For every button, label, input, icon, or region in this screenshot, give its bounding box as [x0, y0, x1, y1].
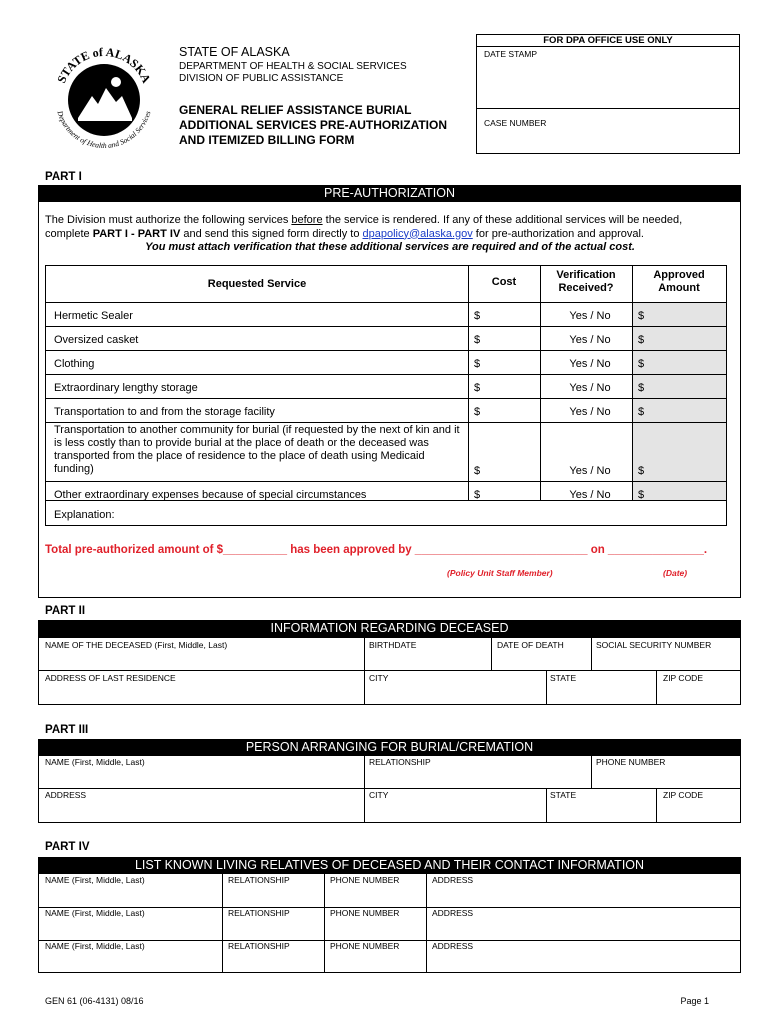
- services-table: Requested Service Cost Verification Received? Approved Amount Hermetic Sealer $ Yes / No $ Oversized casket $ Yes / No $ Clothing $ Yes / No $ Extraordinary lengthy storage $ Yes / No $ Transportation to and from the storage facility $ Yes / No $ Transportation to another community for burial (if requested by the next of kin and it is less costly than to provide burial at the place of death or the deceased was transported from the place of residence to the place of death using Medicaid funding) $ Yes / No $ Other extraordinary expenses because of special circumstances $ Yes / No $ Explanation:: [45, 265, 727, 526]
- division-name: DIVISION OF PUBLIC ASSISTANCE: [179, 73, 344, 84]
- relative-relationship-field[interactable]: RELATIONSHIP: [228, 941, 290, 951]
- relative-address-field[interactable]: ADDRESS: [432, 941, 474, 951]
- case-number-field[interactable]: CASE NUMBER: [484, 118, 547, 128]
- deceased-info-bar: INFORMATION REGARDING DECEASED: [38, 620, 741, 637]
- total-authorized-line[interactable]: Total pre-authorized amount of $__________ has been approved by ___________________________ on _______________.: [45, 544, 708, 556]
- relative-phone-field[interactable]: PHONE NUMBER: [330, 908, 400, 918]
- form-id: GEN 61 (06-4131) 08/16: [45, 996, 144, 1006]
- department-name: DEPARTMENT OF HEALTH & SOCIAL SERVICES: [179, 61, 407, 72]
- pre-authorization-bar: PRE-AUTHORIZATION: [38, 185, 741, 202]
- part-4-label: PART IV: [45, 841, 90, 853]
- deceased-info-grid: [38, 637, 741, 705]
- date-caption: (Date): [663, 568, 688, 578]
- arranger-relationship-field[interactable]: RELATIONSHIP: [369, 757, 431, 767]
- office-use-box: [476, 34, 740, 154]
- part-2-label: PART II: [45, 605, 86, 617]
- arranging-person-bar: PERSON ARRANGING FOR BURIAL/CREMATION: [38, 739, 741, 756]
- arranger-name-field[interactable]: NAME (First, Middle, Last): [45, 757, 145, 767]
- relative-relationship-field[interactable]: RELATIONSHIP: [228, 875, 290, 885]
- state-name: STATE OF ALASKA: [179, 45, 290, 59]
- relatives-grid: [38, 873, 741, 973]
- birthdate-field[interactable]: BIRTHDATE: [369, 640, 417, 650]
- arranger-city-field[interactable]: CITY: [369, 790, 389, 800]
- seal-top-text: STATE of ALASKA: [54, 44, 154, 86]
- relatives-bar: LIST KNOWN LIVING RELATIVES OF DECEASED AND THEIR CONTACT INFORMATION: [38, 857, 741, 874]
- col-verification: Verification Received?: [556, 269, 616, 294]
- state-seal: [48, 38, 160, 158]
- last-residence-field[interactable]: ADDRESS OF LAST RESIDENCE: [45, 673, 176, 683]
- relative-name-field[interactable]: NAME (First, Middle, Last): [45, 941, 145, 951]
- form-title-line-1: GENERAL RELIEF ASSISTANCE BURIAL: [179, 103, 412, 117]
- email-link[interactable]: dpapolicy@alaska.gov: [362, 227, 473, 240]
- verification-notice: You must attach verification that these additional services are required and of the actual cost.: [145, 241, 635, 253]
- arranger-phone-field[interactable]: PHONE NUMBER: [596, 757, 666, 767]
- staff-member-caption: (Policy Unit Staff Member): [447, 568, 553, 578]
- part-1-instructions: The Division must authorize the following services before the service is rendered. If any of these additional services will be needed, complete PART I - PART IV and send this signed form directly to dpapolicy@alaska.gov for pre-authorization and approval. You must attach verification that these additional services are required and of the actual cost.: [45, 214, 735, 255]
- form-title-line-2: ADDITIONAL SERVICES PRE-AUTHORIZATION: [179, 118, 448, 132]
- date-of-death-field[interactable]: DATE OF DEATH: [497, 640, 564, 650]
- relative-phone-field[interactable]: PHONE NUMBER: [330, 941, 400, 951]
- col-requested-service: Requested Service: [207, 278, 307, 290]
- part-1-label: PART I: [45, 171, 82, 183]
- relative-relationship-field[interactable]: RELATIONSHIP: [228, 908, 290, 918]
- arranger-zip-field[interactable]: ZIP CODE: [663, 790, 703, 800]
- state-field[interactable]: STATE: [550, 673, 577, 683]
- office-use-heading: FOR DPA OFFICE USE ONLY: [477, 35, 739, 47]
- col-cost: Cost: [491, 276, 517, 288]
- part-3-label: PART III: [45, 724, 89, 736]
- ssn-field[interactable]: SOCIAL SECURITY NUMBER: [596, 640, 712, 650]
- relative-address-field[interactable]: ADDRESS: [432, 875, 474, 885]
- date-stamp-field[interactable]: DATE STAMP: [484, 49, 538, 59]
- relative-name-field[interactable]: NAME (First, Middle, Last): [45, 875, 145, 885]
- arranger-state-field[interactable]: STATE: [550, 790, 577, 800]
- city-field[interactable]: CITY: [369, 673, 389, 683]
- col-approved-amount: Approved Amount: [653, 269, 705, 294]
- relative-address-field[interactable]: ADDRESS: [432, 908, 474, 918]
- form-title-line-3: AND ITEMIZED BILLING FORM: [179, 133, 355, 147]
- relative-phone-field[interactable]: PHONE NUMBER: [330, 875, 400, 885]
- deceased-name-field[interactable]: NAME OF THE DECEASED (First, Middle, Last): [45, 640, 228, 650]
- seal-bottom-text: Department of Health and Social Services: [55, 109, 153, 151]
- arranger-address-field[interactable]: ADDRESS: [45, 790, 87, 800]
- arranging-person-grid: [38, 755, 741, 823]
- zip-field[interactable]: ZIP CODE: [663, 673, 703, 683]
- page-number: Page 1: [680, 996, 709, 1006]
- relative-name-field[interactable]: NAME (First, Middle, Last): [45, 908, 145, 918]
